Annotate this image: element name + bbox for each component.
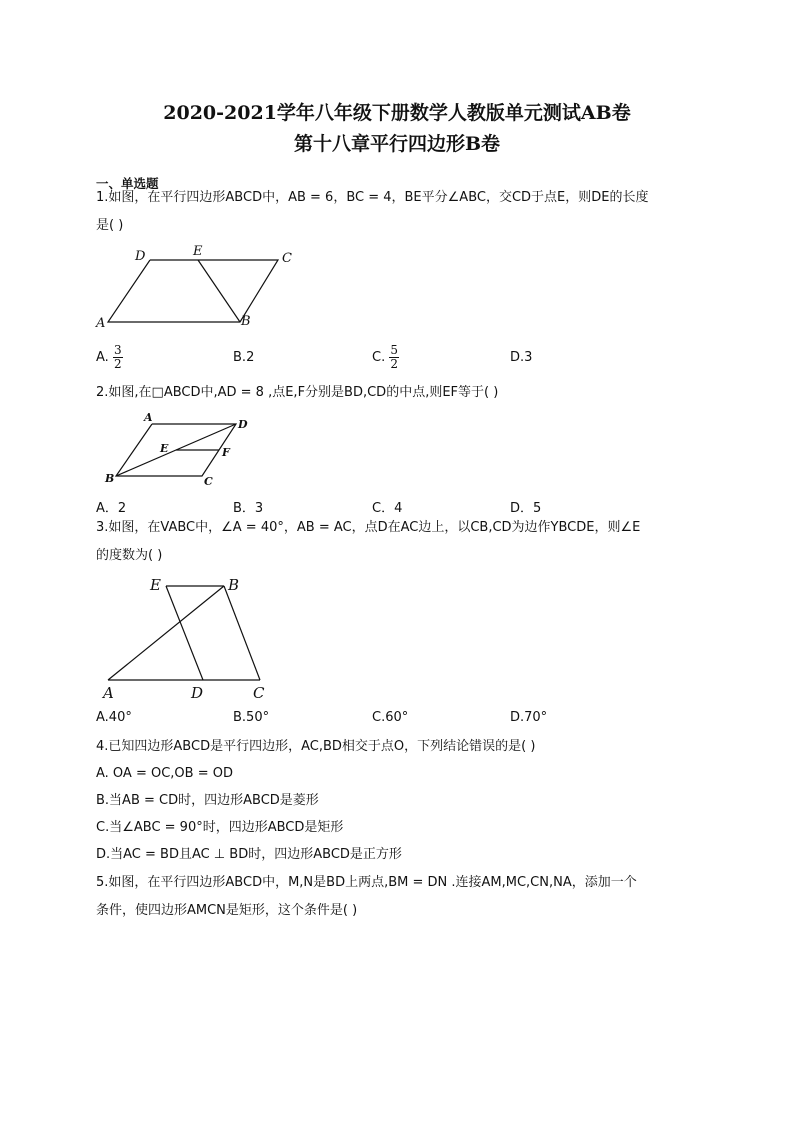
q3-segment-ed — [166, 586, 203, 680]
q1-label-a: A — [96, 316, 106, 331]
question-3-options — [96, 710, 696, 734]
q2-option-a[interactable]: A．2 — [96, 501, 127, 516]
q3-option-a[interactable]: A.40° — [96, 710, 132, 725]
question-2-figure — [100, 410, 260, 490]
q4-choice-c[interactable]: C.当∠ABC = 90°时，四边形ABCD是矩形 — [96, 820, 344, 835]
q1-option-a[interactable]: A. $\frac{3}{2}$ — [96, 343, 122, 371]
q2-label-c: C — [204, 475, 213, 488]
q1-segment-be — [198, 260, 240, 322]
q1-option-d[interactable]: D.3 — [510, 350, 533, 365]
q3-option-b[interactable]: B.50° — [233, 710, 270, 725]
q2-option-c[interactable]: C．4 — [372, 501, 403, 516]
q1-option-c-fraction: $\frac{5}{2}$ — [390, 343, 398, 371]
q3-label-a: A — [103, 684, 114, 702]
q1-label-e: E — [193, 244, 203, 259]
q1-label-c: C — [282, 251, 292, 266]
q3-segment-bc — [224, 586, 260, 680]
section-heading: 一、单选题 — [96, 176, 159, 191]
question-3-text: 3.如图，在VABC中，∠A = 40°，AB = AC，点D在AC边上，以CB,CD为边作YBCDE，则∠E — [96, 520, 641, 535]
question-1-text: 1.如图，在平行四边形ABCD中，AB = 6，BC = 4，BE平分∠ABC，交CD于点E，则DE的长度 — [96, 190, 649, 205]
q3-label-b: B — [228, 576, 240, 594]
q4-choice-a[interactable]: A. OA = OC,OB = OD — [96, 766, 233, 781]
question-4-text: 4.已知四边形ABCD是平行四边形，AC,BD相交于点O，下列结论错误的是( ) — [96, 739, 536, 754]
question-1-figure — [90, 244, 310, 334]
q2-label-e: E — [160, 442, 169, 455]
q4-choice-d[interactable]: D.当AC = BD且AC ⊥ BD时，四边形ABCD是正方形 — [96, 847, 402, 862]
q1-option-a-fraction: $\frac{3}{2}$ — [113, 343, 122, 371]
question-5-text: 5.如图，在平行四边形ABCD中，M,N是BD上两点,BM = DN .连接AM,MC,CN,NA，添加一个 — [96, 875, 637, 890]
q2-label-d: D — [238, 418, 248, 431]
question-1-text-cont: 是( ) — [96, 218, 124, 233]
question-2-text: 2.如图,在□ABCD中,AD = 8 ,点E,F分别是BD,CD的中点,则EF等于( ) — [96, 385, 499, 400]
q3-label-d: D — [191, 684, 204, 702]
q2-label-b: B — [105, 472, 115, 485]
q1-option-b[interactable]: B.2 — [233, 350, 255, 365]
q4-choice-b[interactable]: B.当AB = CD时，四边形ABCD是菱形 — [96, 793, 319, 808]
page-title: 2020-2021学年八年级下册数学人教版单元测试AB卷 — [163, 102, 631, 124]
q2-label-a: A — [144, 411, 153, 424]
q3-label-e: E — [150, 576, 161, 594]
q1-parallelogram — [108, 260, 278, 322]
page-subtitle: 第十八章平行四边形B卷 — [293, 133, 501, 155]
question-5-text-cont: 条件，使四边形AMCN是矩形，这个条件是( ) — [96, 903, 358, 918]
q3-label-c: C — [253, 684, 265, 702]
question-3-text-cont: 的度数为( ) — [96, 548, 163, 563]
q3-option-d[interactable]: D.70° — [510, 710, 548, 725]
q3-segment-ab — [108, 586, 224, 680]
q1-option-c[interactable]: C. $\frac{5}{2}$ — [372, 343, 398, 371]
question-3-figure — [98, 574, 288, 704]
q1-label-b: B — [241, 314, 251, 329]
q2-label-f: F — [222, 446, 230, 459]
q3-option-c[interactable]: C.60° — [372, 710, 409, 725]
question-1-options — [96, 343, 696, 371]
q2-option-b[interactable]: B．3 — [233, 501, 264, 516]
q2-option-d[interactable]: D．5 — [510, 501, 542, 516]
q1-label-d: D — [135, 249, 146, 264]
